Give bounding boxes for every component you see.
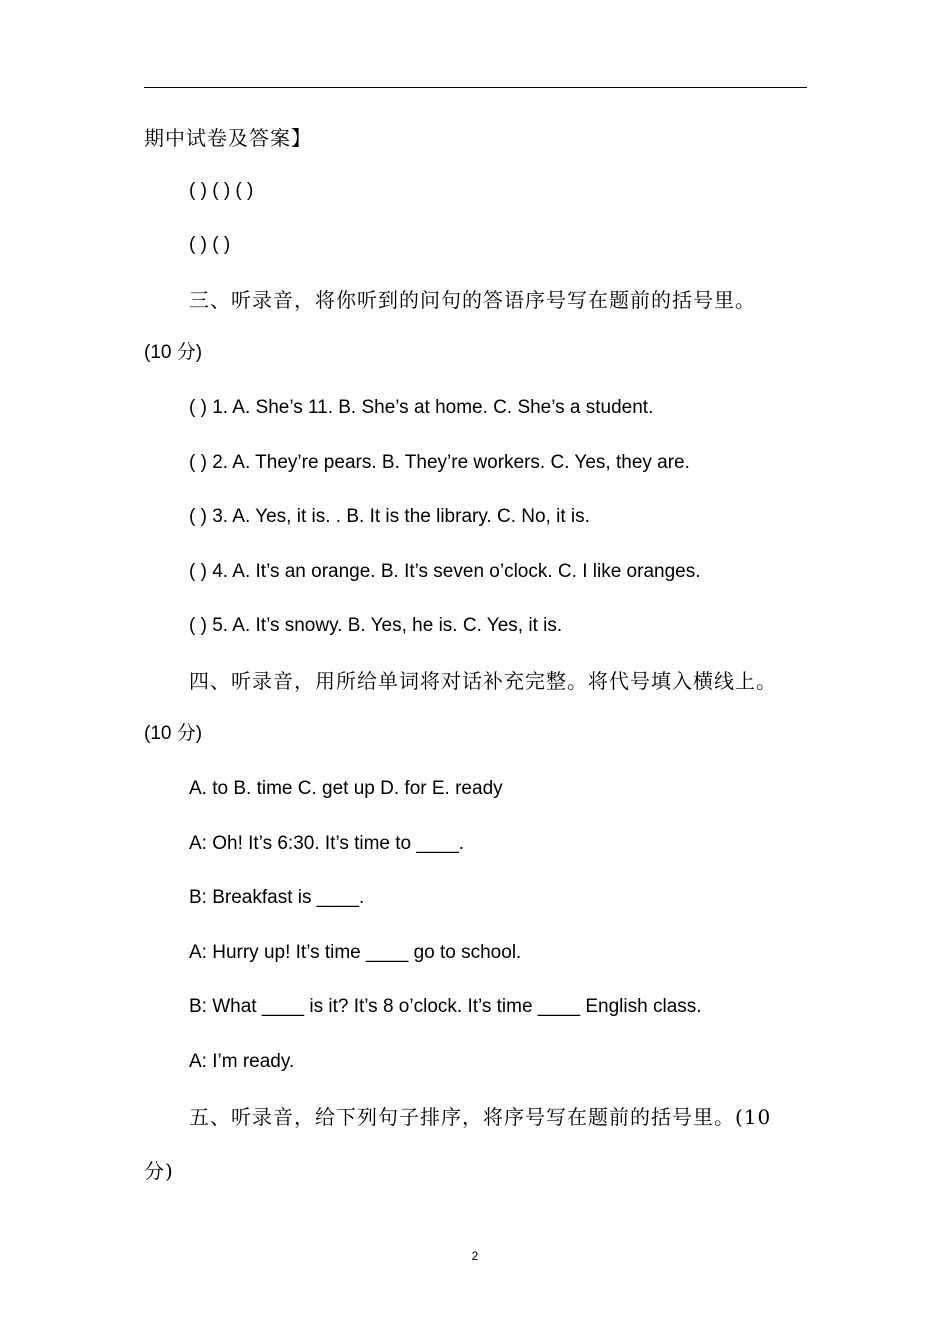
question-4: ( ) 4. A. It’s an orange. B. It’s seven o’clock. C. I like oranges. — [189, 561, 701, 582]
question-1: ( ) 1. A. She’s 11. B. She’s at home. C. She’s a student. — [189, 397, 654, 418]
dialogue-line-4: B: What ____ is it? It’s 8 o’clock. It’s time ____ English class. — [189, 996, 702, 1017]
section-4-score: (10 分) — [144, 723, 203, 744]
word-bank: A. to B. time C. get up D. for E. ready — [189, 778, 503, 799]
header-rule — [144, 87, 807, 88]
section-5-score: 分) — [144, 1159, 174, 1183]
question-5: ( ) 5. A. It’s snowy. B. Yes, he is. C. Yes, it is. — [189, 615, 563, 636]
answer-brackets-row-1: ( ) ( ) ( ) — [189, 180, 254, 201]
dialogue-line-2: B: Breakfast is ____. — [189, 887, 365, 908]
answer-brackets-row-2: ( ) ( ) — [189, 234, 231, 255]
section-4-heading: 四、听录音，用所给单词将对话补充完整。将代号填入横线上。 — [189, 669, 777, 693]
section-5-heading: 五、听录音，给下列句子排序，将序号写在题前的括号里。(10 — [189, 1105, 772, 1129]
section-3-heading: 三、听录音，将你听到的问句的答语序号写在题前的括号里。 — [189, 288, 756, 312]
question-2: ( ) 2. A. They’re pears. B. They’re workers. C. Yes, they are. — [189, 452, 690, 473]
page-number: 2 — [471, 1249, 479, 1263]
question-3: ( ) 3. A. Yes, it is. . B. It is the library. C. No, it is. — [189, 506, 590, 527]
section-3-score: (10 分) — [144, 342, 203, 363]
dialogue-line-5: A: I’m ready. — [189, 1051, 295, 1072]
dialogue-line-1: A: Oh! It’s 6:30. It’s time to ____. — [189, 833, 464, 854]
continued-title-line: 期中试卷及答案】 — [144, 126, 312, 150]
dialogue-line-3: A: Hurry up! It’s time ____ go to school. — [189, 942, 522, 963]
